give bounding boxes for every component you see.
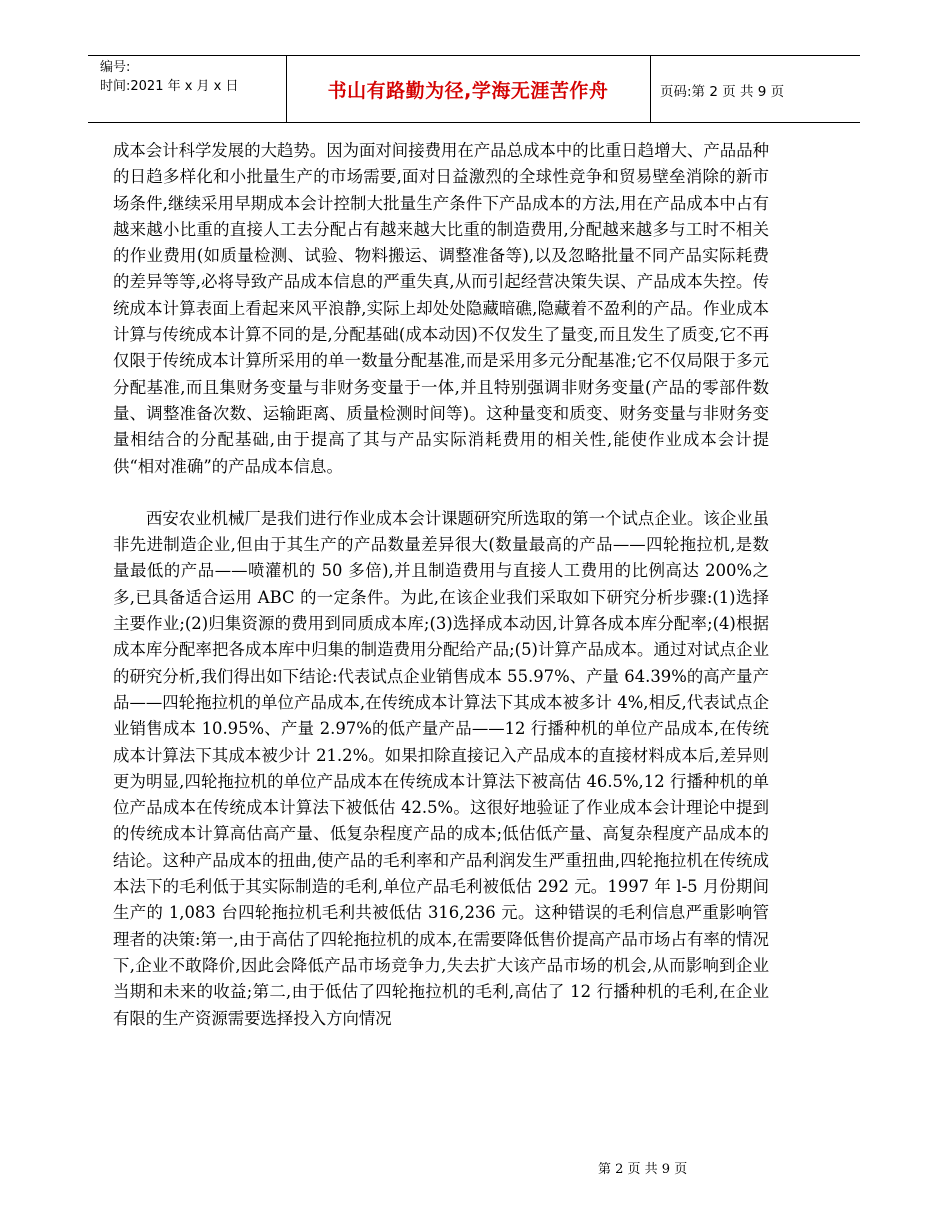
body-paragraph-1: 成本会计科学发展的大趋势。因为面对间接费用在产品总成本中的比重日趋增大、产品品种的日趋多样化和小批量生产的市场需要,面对日益激烈的全球性竞争和贸易壁垒消除的新市场条件,继续采用早期成本会计控制大批量生产条件下产品成本的方法,用在产品成本中占有越来越小比重的直接人工去分配占有越来越大比重的制造费用,分配越来越多与工时不相关的作业费用(如质量检测、试验、物料搬运、调整准备等),以及忽略批量不同产品实际耗费的差异等等,必将导致产品成本信息的严重失真,从而引起经营决策失误、产品成本失控。传统成本计算表面上看起来风平浪静,实际上却处处隐藏暗礁,隐藏着不盈利的产品。作业成本计算与传统成本计算不同的是,分配基础(成本动因)不仅发生了量变,而且发生了质变,它不再仅限于传统成本计算所采用的单一数量分配基准,而是采用多元分配基准;它不仅局限于多元分配基准,而且集财务变量与非财务变量于一体,并且特别强调非财务变量(产品的零部件数量、调整准备次数、运输距离、质量检测时间等)。这种量变和质变、财务变量与非财务变量相结合的分配基础,由于提高了其与产品实际消耗费用的相关性,能使作业成本会计提供“相对准确”的产品成本信息。: [113, 141, 769, 476]
header-top-rule: [88, 55, 860, 56]
body-paragraph-2: 西安农业机械厂是我们进行作业成本会计课题研究所选取的第一个试点企业。该企业虽非先进制造企业,但由于其生产的产品数量差异很大(数量最高的产品——四轮拖拉机,是数量最低的产品——喷灌机的 50 多倍),并且制造费用与直接人工费用的比例高达 200%之多,已具备适合运用 ABC 的一定条件。为此,在该企业我们采取如下研究分析步骤:(1)选择主要作业;(2)归集资源的费用到同质成本库;(3)选择成本动因,计算各成本库分配率;(4)根据成本库分配率把各成本库中归集的制造费用分配给产品;(5)计算产品成本。通过对试点企业的研究分析,我们得出如下结论:代表试点企业销售成本 55.97%、产量 64.39%的高产量产品——四轮拖拉机的单位产品成本,在传统成本计算法下其成本被多计 4%,相反,代表试点企业销售成本 10.95%、产量 2.97%的低产量产品——12 行播种机的单位产品成本,在传统成本计算法下其成本被少计 21.2%。如果扣除直接记入产品成本的直接材料成本后,差异则更为明显,四轮拖拉机的单位产品成本在传统成本计算法下被高估 46.5%,12 行播种机的单位产品成本在传统成本计算法下被低估 42.5%。这很好地验证了作业成本会计理论中提到的传统成本计算高估高产量、低复杂程度产品的成本;低估低产量、高复杂程度产品成本的结论。这种产品成本的扭曲,使产品的毛利率和产品利润发生严重扭曲,四轮拖拉机在传统成本法下的毛利低于其实际制造的毛利,单位产品毛利被低估 292 元。1997 年 l-5 月份期间生产的 1,083 台四轮拖拉机毛利共被低估 316,236 元。这种错误的毛利信息严重影响管理者的决策:第一,由于高估了四轮拖拉机的成本,在需要降低售价提高产品市场占有率的情况下,企业不敢降价,因此会降低产品市场竞争力,失去扩大该产品市场的机会,从而影响到企业当期和未来的收益;第二,由于低估了四轮拖拉机的毛利,高估了 12 行播种机的毛利,在企业有限的生产资源需要选择投入方向情况: [113, 508, 769, 1028]
header-divider-right: [650, 55, 651, 122]
footer-page-number: 第 2 页 共 9 页: [598, 1162, 688, 1177]
header-motto: 书山有路勤为径,学海无涯苦作舟: [327, 80, 609, 102]
header-bottom-rule: [88, 122, 860, 123]
doc-number-label: 编号:: [100, 60, 131, 75]
header-meta: [100, 58, 239, 96]
time-label: 时间:2021 年 x 月 x 日: [100, 79, 239, 94]
document-body: [113, 138, 769, 1032]
header-page-info: 页码:第 2 页 共 9 页: [660, 84, 785, 100]
